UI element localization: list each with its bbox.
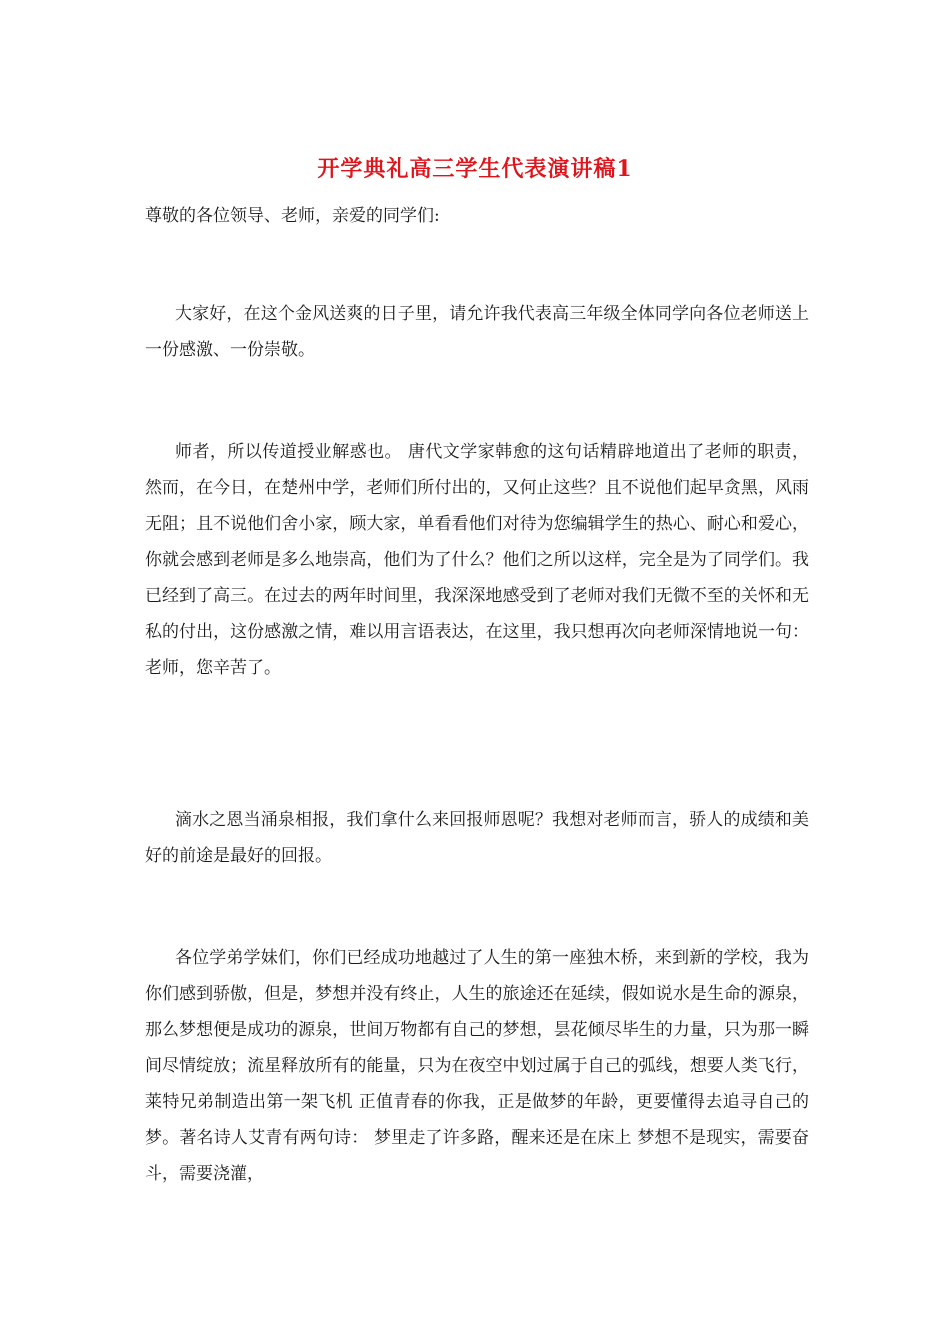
document-title: 开学典礼高三学生代表演讲稿1 bbox=[317, 156, 633, 182]
paragraph: 师者，所以传道授业解惑也。 唐代文学家韩愈的这句话精辟地道出了老师的职责，然而，在今日，在楚州中学，老师们所付出的，又何止这些？且不说他们起早贪黑，风雨无阻；且不说他们舍小家，顾大家，单看看他们对待为您编辑学生的热心、耐心和爱心，你就会感到老师是多么地崇高，他们为了什么？他们之所以这样，完全是为了同学们。我已经到了高三。在过去的两年时间里，我深深地感受到了老师对我们无微不至的关怀和无私的付出，这份感激之情，难以用言语表达，在这里，我只想再次向老师深情地说一句： 老师，您辛苦了。 bbox=[145, 442, 809, 678]
paragraph: 大家好，在这个金风送爽的日子里，请允许我代表高三年级全体同学向各位老师送上一份感激、一份崇敬。 bbox=[145, 304, 809, 360]
paragraph: 滴水之恩当涌泉相报，我们拿什么来回报师恩呢？我想对老师而言，骄人的成绩和美好的前途是最好的回报。 bbox=[145, 810, 809, 866]
paragraph: 各位学弟学妹们，你们已经成功地越过了人生的第一座独木桥，来到新的学校，我为你们感到骄傲，但是，梦想并没有终止，人生的旅途还在延续，假如说水是生命的源泉，那么梦想便是成功的源泉，世间万物都有自己的梦想，昙花倾尽毕生的力量，只为那一瞬间尽情绽放；流星释放所有的能量，只为在夜空中划过属于自己的弧线，想要人类飞行，莱特兄弟制造出第一架飞机 正值青春的你我，正是做梦的年龄，更要懂得去追寻自己的梦。著名诗人艾青有两句诗： 梦里走了许多路，醒来还是在床上 梦想不是现实，需要奋斗，需要浇灌， bbox=[145, 948, 809, 1184]
salutation: 尊敬的各位领导、老师，亲爱的同学们: bbox=[145, 206, 440, 226]
